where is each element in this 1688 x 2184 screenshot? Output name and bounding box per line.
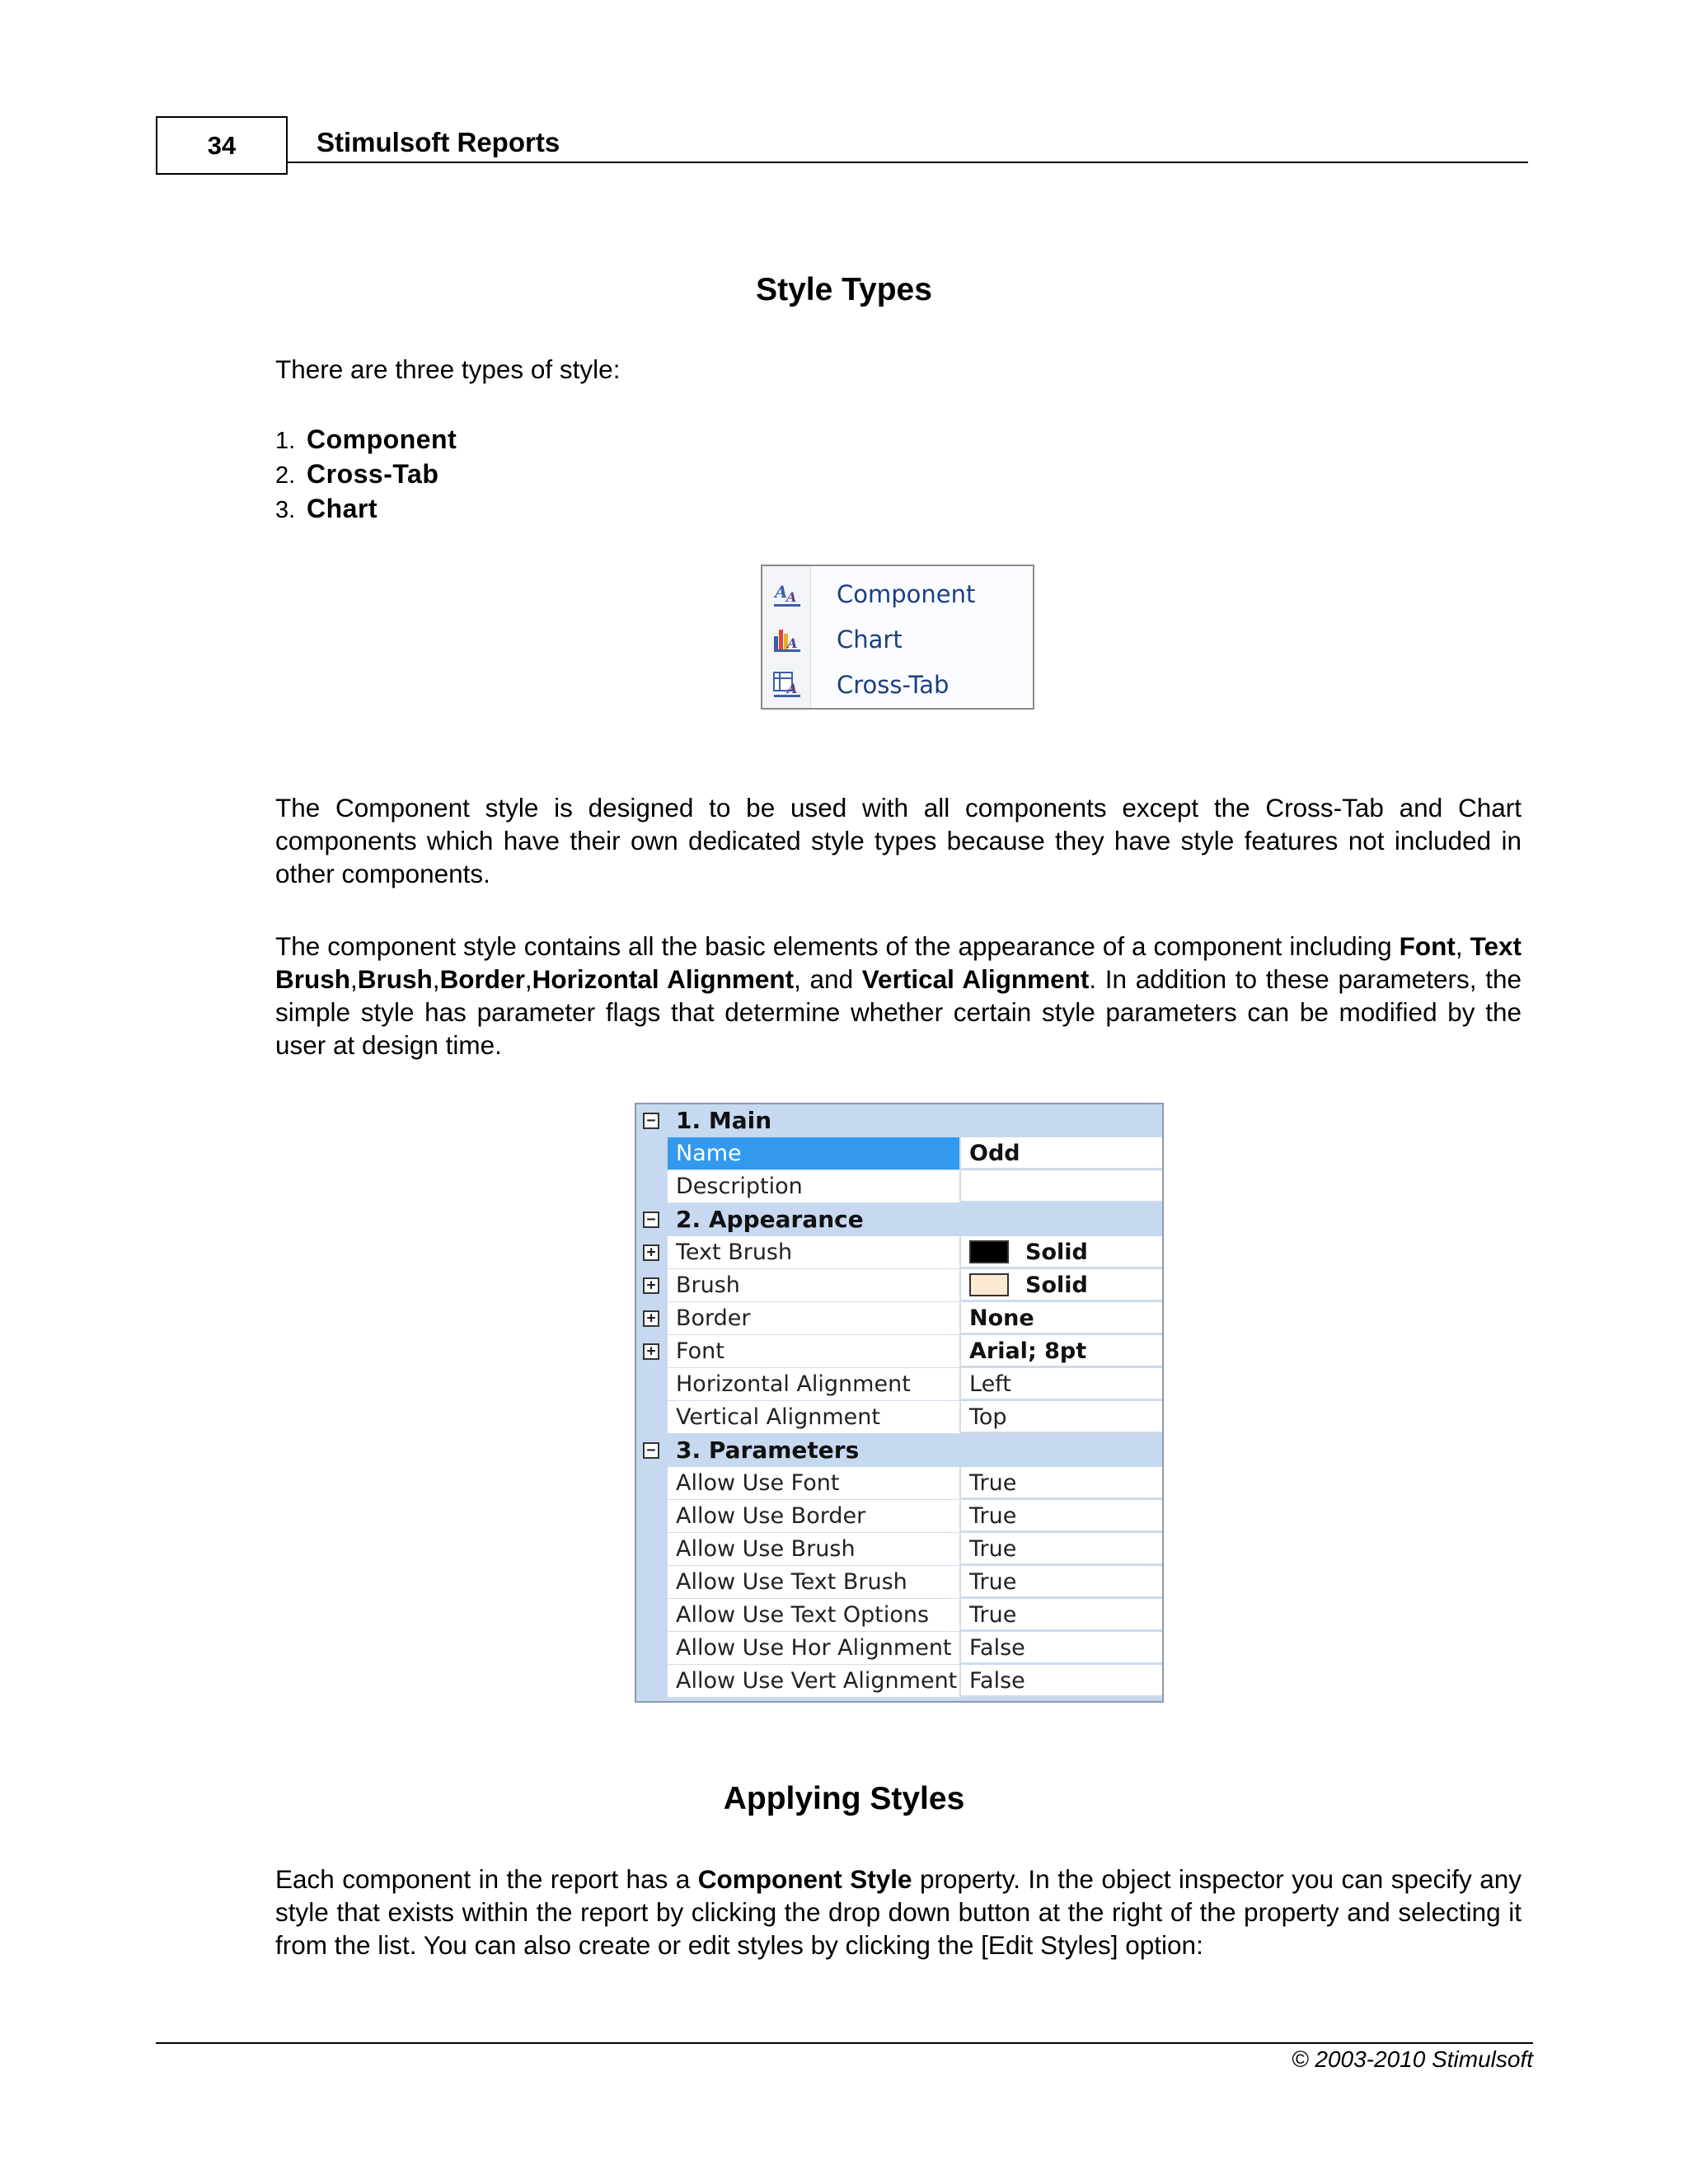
property-value[interactable]	[961, 1269, 1162, 1301]
property-row[interactable]	[636, 1335, 1162, 1368]
row-gutter	[636, 1632, 668, 1665]
list-item	[275, 457, 457, 492]
bold-term: Horizontal Alignment	[532, 964, 795, 994]
collapse-icon[interactable]: −	[643, 1113, 659, 1129]
property-value[interactable]: True	[961, 1467, 1162, 1499]
component-style-description: The Component style is designed to be used with all components except the Cross-Tab and Chart components which have their own dedicated style types because they have style features not included in other components.	[275, 793, 1522, 888]
row-gutter	[636, 1269, 668, 1302]
row-gutter	[636, 1533, 668, 1566]
list-text: Cross-Tab	[307, 459, 439, 489]
bold-term: Text Brush	[275, 931, 1522, 994]
property-value[interactable]: Odd	[961, 1137, 1162, 1169]
header-rule	[288, 162, 1528, 163]
property-name[interactable]: Allow Use Hor Alignment	[668, 1632, 961, 1666]
property-row[interactable]	[636, 1500, 1162, 1533]
property-name[interactable]: Allow Use Vert Alignment	[668, 1665, 961, 1699]
expand-icon[interactable]: +	[643, 1310, 659, 1327]
svg-text:A: A	[787, 681, 798, 696]
expand-icon[interactable]: +	[643, 1244, 659, 1261]
row-gutter	[636, 1137, 668, 1170]
property-row[interactable]	[636, 1401, 1162, 1434]
row-gutter	[636, 1302, 668, 1335]
style-type-menu	[761, 565, 1034, 710]
text-run: ,	[350, 964, 358, 994]
bold-term: Font	[1399, 931, 1456, 961]
style-type-list	[275, 423, 457, 527]
footer-rule	[156, 2042, 1533, 2044]
property-name[interactable]: Allow Use Text Brush	[668, 1566, 961, 1600]
row-gutter	[636, 1599, 668, 1632]
expand-icon[interactable]: +	[643, 1277, 659, 1294]
row-gutter	[636, 1500, 668, 1533]
bold-term: Border	[439, 964, 525, 994]
list-text: Chart	[307, 494, 378, 523]
list-number: 3.	[275, 497, 296, 523]
expand-icon[interactable]: +	[643, 1343, 659, 1360]
property-value[interactable]: None	[961, 1302, 1162, 1334]
bold-term: Component Style	[697, 1864, 912, 1894]
text-run: property. In the object inspector you can specify any style that exists within the report by clicking the drop down button at the right of the property and selecting it from the list. You can also create or edit styles by clicking the [Edit Styles] option:	[275, 1864, 1522, 1960]
property-name[interactable]: Font	[668, 1335, 961, 1369]
property-name[interactable]: Description	[668, 1170, 961, 1204]
property-value[interactable]: Top	[961, 1401, 1162, 1433]
text-run: ,	[524, 964, 532, 994]
category-label: 2. Appearance	[676, 1206, 864, 1233]
property-name[interactable]: Name	[668, 1137, 961, 1171]
property-row[interactable]	[636, 1236, 1162, 1269]
property-name[interactable]: Horizontal Alignment	[668, 1368, 961, 1402]
menu-item-label: Component	[837, 580, 976, 608]
property-row[interactable]	[636, 1137, 1162, 1170]
text-run: . In addition to these parameters, the simple style has parameter flags that determine whether certain style parameters can be modified by the user at design time.	[275, 964, 1522, 1060]
property-row[interactable]	[636, 1302, 1162, 1335]
text-run: , and	[794, 964, 862, 994]
component-style-elements	[275, 930, 1522, 1062]
color-swatch	[969, 1240, 1009, 1263]
list-number: 2.	[275, 462, 296, 489]
property-row[interactable]	[636, 1533, 1162, 1566]
applying-styles-text	[275, 1863, 1522, 1961]
category-parameters[interactable]	[636, 1434, 1162, 1467]
intro-text: There are three types of style:	[275, 354, 621, 384]
property-value[interactable]: True	[961, 1500, 1162, 1532]
color-swatch	[969, 1273, 1009, 1296]
section-title-applying-styles: Applying Styles	[723, 1781, 965, 1816]
property-row[interactable]	[636, 1269, 1162, 1302]
property-grid	[635, 1103, 1164, 1703]
category-main[interactable]	[636, 1104, 1162, 1137]
property-row[interactable]	[636, 1665, 1162, 1698]
property-name[interactable]: Border	[668, 1302, 961, 1336]
bold-term: Vertical Alignment	[861, 964, 1090, 994]
svg-text:A: A	[786, 589, 797, 605]
property-value[interactable]: True	[961, 1599, 1162, 1631]
row-gutter	[636, 1665, 668, 1698]
category-appearance[interactable]	[636, 1203, 1162, 1236]
property-row[interactable]	[636, 1566, 1162, 1599]
property-name[interactable]: Allow Use Font	[668, 1467, 961, 1501]
menu-item-component[interactable]	[762, 572, 1033, 616]
property-value[interactable]: True	[961, 1566, 1162, 1598]
list-item	[275, 423, 457, 457]
property-value[interactable]: Left	[961, 1368, 1162, 1400]
list-text: Component	[307, 424, 457, 454]
property-value[interactable]: Arial; 8pt	[961, 1335, 1162, 1367]
header-title: Stimulsoft Reports	[316, 127, 560, 157]
category-label: 3. Parameters	[676, 1436, 860, 1464]
list-item	[275, 492, 457, 527]
svg-text:A: A	[787, 635, 798, 651]
row-gutter	[636, 1170, 668, 1203]
text-run: The component style contains all the basic elements of the appearance of a component including	[275, 931, 1400, 961]
list-number: 1.	[275, 428, 296, 454]
property-row[interactable]	[636, 1170, 1162, 1203]
property-value[interactable]: True	[961, 1533, 1162, 1565]
value-text: Solid	[1025, 1272, 1088, 1298]
page-number: 34	[156, 116, 288, 175]
property-name[interactable]: Brush	[668, 1269, 961, 1303]
category-label: 1. Main	[676, 1107, 772, 1134]
menu-item-cross-tab[interactable]	[762, 663, 1033, 707]
footer-copyright: © 2003-2010 Stimulsoft	[1291, 2046, 1533, 2072]
property-value[interactable]: False	[961, 1665, 1162, 1697]
property-name[interactable]: Allow Use Brush	[668, 1533, 961, 1567]
property-name[interactable]: Vertical Alignment	[668, 1401, 961, 1435]
text-run: Each component in the report has a	[275, 1864, 698, 1894]
text-run: ,	[432, 964, 440, 994]
chart-style-icon	[772, 625, 802, 654]
property-row[interactable]	[636, 1467, 1162, 1500]
collapse-icon[interactable]: −	[643, 1442, 659, 1459]
property-row[interactable]	[636, 1632, 1162, 1665]
menu-item-chart[interactable]	[762, 617, 1033, 662]
menu-item-label: Chart	[837, 626, 903, 654]
property-value[interactable]	[961, 1236, 1162, 1268]
row-gutter	[636, 1467, 668, 1500]
svg-text:A: A	[775, 582, 788, 602]
property-row[interactable]	[636, 1368, 1162, 1401]
property-value[interactable]: False	[961, 1632, 1162, 1664]
collapse-icon[interactable]: −	[643, 1212, 659, 1228]
row-gutter	[636, 1368, 668, 1401]
property-row[interactable]	[636, 1599, 1162, 1632]
value-text: Solid	[1025, 1240, 1088, 1265]
text-run: ,	[1455, 931, 1470, 961]
property-name[interactable]: Allow Use Text Options	[668, 1599, 961, 1633]
cross-tab-style-icon	[772, 670, 802, 700]
row-gutter	[636, 1335, 668, 1368]
component-style-icon	[772, 579, 802, 609]
property-name[interactable]: Allow Use Border	[668, 1500, 961, 1534]
row-gutter	[636, 1566, 668, 1599]
row-gutter	[636, 1236, 668, 1269]
menu-item-label: Cross-Tab	[837, 671, 950, 699]
property-name[interactable]: Text Brush	[668, 1236, 961, 1270]
bold-term: Brush	[357, 964, 433, 994]
section-title-style-types: Style Types	[756, 272, 932, 307]
property-value[interactable]	[961, 1170, 1162, 1202]
row-gutter	[636, 1401, 668, 1434]
